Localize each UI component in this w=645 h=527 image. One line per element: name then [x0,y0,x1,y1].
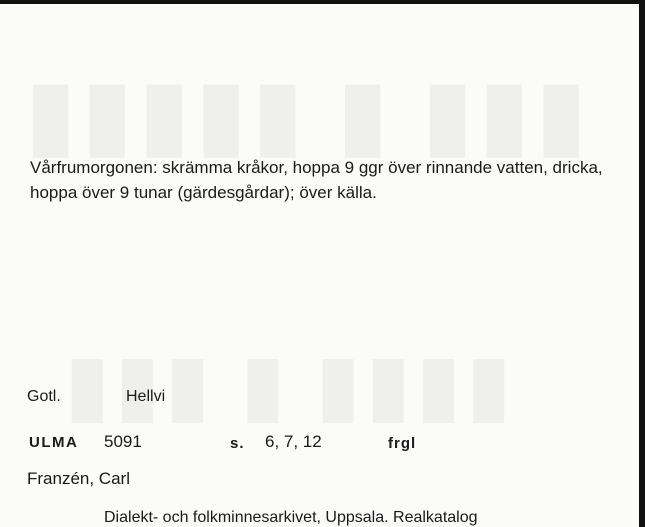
reverse-side-show-through [20,56,587,169]
page-numbers: 6, 7, 12 [265,432,322,451]
parish-label: Hellvi [126,388,166,405]
archive-number: 5091 [104,432,142,451]
entry-text: Vårfrumorgonen: skrämma kråkor, hoppa 9 ggr över rinnande vatten, dricka, hoppa över 9 tunar (gärdesgårdar); över källa. [30,158,603,202]
page-prefix: s. [230,435,245,452]
archive-code: ULMA [29,434,79,451]
county-label: Gotl. [27,388,61,405]
archive-footer: Dialekt- och folkminnesarkivet, Uppsala. Realkatalog [104,509,478,526]
record-type: frgl [388,435,417,452]
reverse-side-show-through [60,334,512,434]
informant-name: Franzén, Carl [27,469,130,488]
